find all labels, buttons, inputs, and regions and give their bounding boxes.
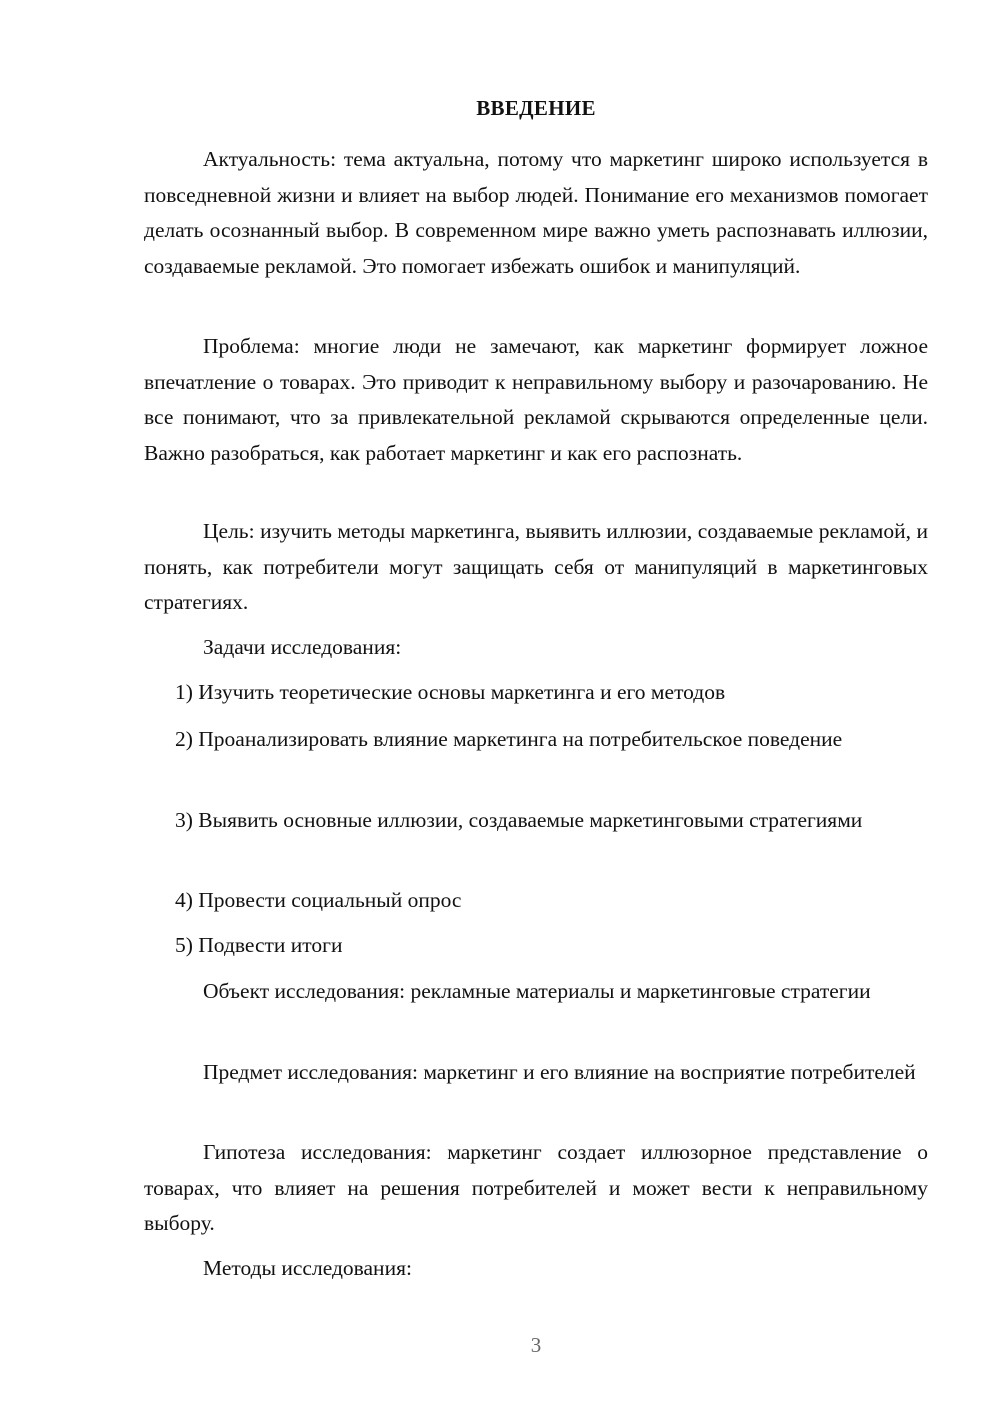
paragraph-relevance bbox=[144, 142, 928, 284]
task-item-2 bbox=[144, 722, 928, 758]
task-item-text: 1) Изучить теоретические основы маркетинга и его методов bbox=[175, 680, 726, 704]
task-item-3 bbox=[144, 803, 928, 839]
subject-text: Предмет исследования: маркетинг и его влияние на восприятие потребителей bbox=[203, 1060, 916, 1084]
goal-text: Цель: изучить методы маркетинга, выявить иллюзии, создаваемые рекламой, и понять, как потребители могут защищать себя от манипуляций в маркетинговых стратегиях. bbox=[144, 519, 928, 615]
task-item-text: 3) Выявить основные иллюзии, создаваемые маркетинговыми стратегиями bbox=[175, 808, 863, 832]
hypothesis-text: Гипотеза исследования: маркетинг создает иллюзорное представление о товарах, что влияет на решения потребителей и может вести к неправильному выбору. bbox=[144, 1140, 928, 1236]
paragraph-methods-title bbox=[144, 1251, 928, 1287]
paragraph-subject bbox=[144, 1055, 928, 1091]
task-item-1 bbox=[144, 675, 928, 711]
paragraph-problem bbox=[144, 329, 928, 471]
tasks-title-text: Задачи исследования: bbox=[203, 635, 402, 659]
page-title: ВВЕДЕНИЕ bbox=[476, 96, 596, 120]
paragraph-goal bbox=[144, 514, 928, 621]
page-number: 3 bbox=[530, 1333, 542, 1357]
paragraph-tasks-title bbox=[144, 630, 928, 666]
methods-title-text: Методы исследования: bbox=[203, 1256, 412, 1280]
relevance-text: Актуальность: тема актуальна, потому что маркетинг широко используется в повседневной жизни и влияет на выбор людей. Понимание его механизмов помогает делать осознанный выбор. В современном мире важно уметь распознавать иллюзии, создаваемые рекламой. Это помогает избежать ошибок и манипуляций. bbox=[144, 147, 928, 278]
paragraph-object bbox=[144, 974, 928, 1010]
task-item-text: 4) Провести социальный опрос bbox=[175, 888, 462, 912]
task-item-text: 2) Проанализировать влияние маркетинга на потребительское поведение bbox=[175, 727, 843, 751]
task-item-5 bbox=[144, 928, 928, 964]
object-text: Объект исследования: рекламные материалы и маркетинговые стратегии bbox=[203, 979, 871, 1003]
problem-text: Проблема: многие люди не замечают, как маркетинг формирует ложное впечатление о товарах. Это приводит к неправильному выбору и разочарованию. Не все понимают, что за привлекательной рекламой скрываются определенные цели. Важно разобраться, как работает маркетинг и как его распознать. bbox=[144, 334, 928, 465]
task-item-text: 5) Подвести итоги bbox=[175, 933, 343, 957]
paragraph-hypothesis bbox=[144, 1135, 928, 1242]
task-item-4 bbox=[144, 883, 928, 919]
